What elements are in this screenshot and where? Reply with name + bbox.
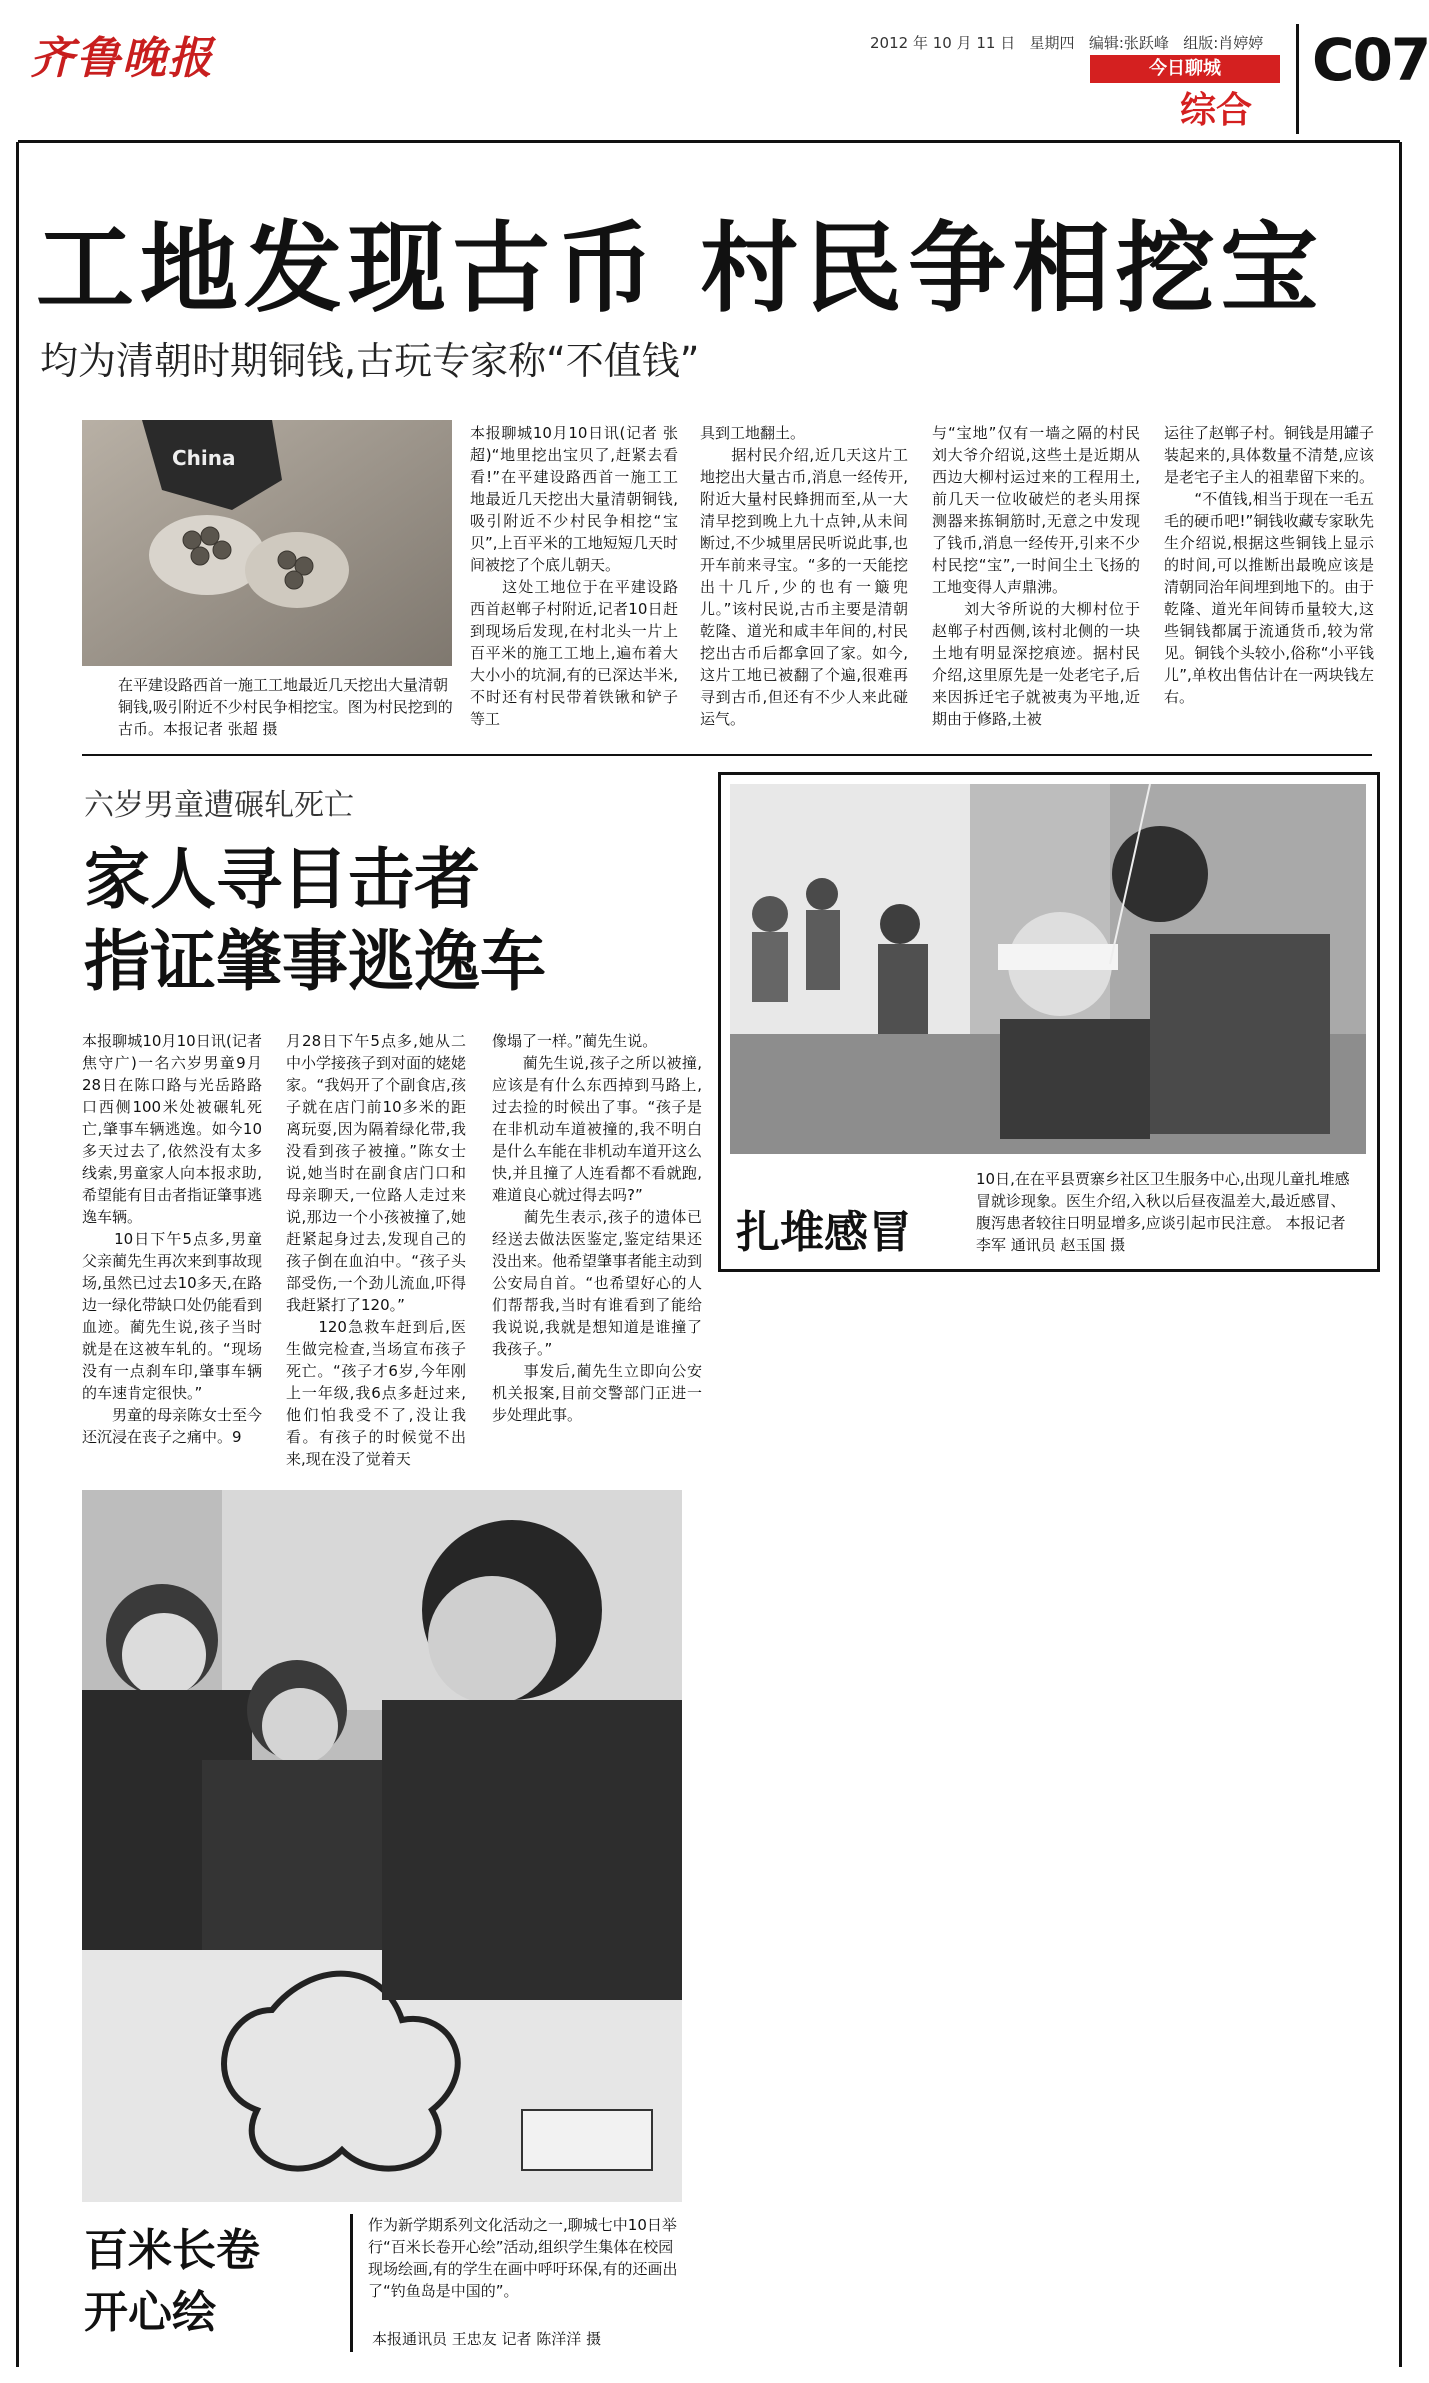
- story2-column-2: 月28日下午5点多,她从二中小学接孩子到对面的姥姥家。“我妈开了个副食店,孩子就在店门前10多米的距离玩耍,因为隔着绿化带,我没看到孩子被撞。”陈女士说,她当时在副食店门口和母亲聊天,一位路人走过来说,那边一个小孩被撞了,她赶紧起身过去,发现自己的孩子倒在血泊中。“孩子头部受伤,一个劲儿流血,吓得我赶紧打了120。” 120急救车赶到后,医生做完检查,当场宣布孩子死亡。“孩子才6岁,今年刚上一年级,我6点多赶过来,他们怕我受不了,没让我看。有孩子的时候觉不出来,现在没了觉着天: [286, 1032, 467, 1468]
- story2-column-3: 像塌了一样。”蔺先生说。 蔺先生说,孩子之所以被撞,应该是有什么东西掉到马路上,过去捡的时候出了事。“孩子是在非机动车道被撞的,我不明白是什么车能在非机动车道开这么快,并且撞了人连看都不看就跑,难道良心就过得去吗?” 蔺先生表示,孩子的遗体已经送去做法医鉴定,鉴定结果还没出来。他希望肇事者能主动到公安局自首。“也希望好心的人们帮帮我,当时有谁看到了能给我说说,我就是想知道是谁撞了我孩子。” 事发后,蔺先生立即向公安机关报案,目前交警部门正进一步处理此事。: [492, 1032, 703, 1424]
- story3-headline: 扎堆感冒: [736, 1207, 912, 1258]
- issue-info: [870, 32, 1263, 53]
- clinic-photo: [730, 784, 1366, 1154]
- coins-photo-art: [82, 420, 452, 666]
- students-photo-credit: 本报通讯员 王忠友 记者 陈洋洋 摄: [372, 2330, 602, 2348]
- story1-bottom-rule: [82, 754, 1372, 756]
- story1-column-3: 与“宝地”仅有一墙之隔的村民刘大爷介绍说,这些土是近期从西边大柳村运过来的工程用土,前几天一位收破烂的老头用探测器来拣铜筋时,无意之中发现了钱币,消息一经传开,引来不少村民挖“宝”,一时间尘土飞扬的工地变得人声鼎沸。 刘大爷所说的大柳村位于赵郸子村西侧,该村北侧的一块土地有明显深挖痕迹。据村民介绍,这里原先是一处老宅子,后来因拆迁宅子就被夷为平地,近期由于修路,土被: [932, 424, 1140, 728]
- coins-photo: [82, 420, 452, 666]
- story2-headline-line2: 指证肇事逃逸车: [84, 923, 546, 1000]
- section-tag: 今日聊城: [1090, 55, 1280, 83]
- issue-date: 2012 年 10 月 11 日: [870, 34, 1016, 52]
- issue-layout: 组版:肖婷婷: [1183, 34, 1264, 52]
- story1-column-1: 本报聊城10月10日讯(记者 张超)“地里挖出宝贝了,赶紧去看看!”在平建设路西首一施工工地最近几天挖出大量清朝铜钱,吸引附近不少村民争相挖“宝贝”,上百平米的工地短短几天时间被挖了个底儿朝天。 这处工地位于在平建设路西首赵郸子村附近,记者10日赶到现场后发现,在村北头一片上百平米的施工工地上,遍布着大大小小的坑洞,有的已深达半米,不时还有村民带着铁锹和铲子等工: [470, 424, 678, 728]
- story4-headline-line2: 开心绘: [84, 2287, 216, 2338]
- clinic-photo-art: [730, 784, 1366, 1154]
- students-photo-art: [82, 1490, 682, 2202]
- story4-caption-divider: [350, 2214, 353, 2352]
- clinic-photo-caption: 10日,在在平县贾寨乡社区卫生服务中心,出现儿童扎堆感冒就诊现象。医生介绍,入秋以后昼夜温差大,最近感冒、腹泻患者较往日明显增多,应谈引起市民注意。 本报记者 李军 通讯员 赵玉国 摄: [976, 1170, 1350, 1254]
- page-number: C07: [1312, 26, 1429, 94]
- story2-column-1: 本报聊城10月10日讯(记者 焦守广)一名六岁男童9月28日在陈口路与光岳路路口西侧100米处被碾轧死亡,肇事车辆逃逸。如今10多天过去了,依然没有太多线索,男童家人向本报求助,希望能有目击者指证肇事逃逸车辆。 10日下午5点多,男童父亲蔺先生再次来到事故现场,虽然已过去10多天,在路边一绿化带缺口处仍能看到血迹。蔺先生说,孩子当时就是在这被车轧的。“现场没有一点刹车印,肇事车辆的车速肯定很快。” 男童的母亲陈女士至今还沉浸在丧子之痛中。9: [82, 1032, 263, 1446]
- story1-subheadline: 均为清朝时期铜钱,古玩专家称“不值钱”: [40, 339, 700, 383]
- students-photo-caption: 作为新学期系列文化活动之一,聊城七中10日举行“百米长卷开心绘”活动,组织学生集体在校园现场绘画,有的学生在画中呼吁环保,有的还画出了“钓鱼岛是中国的”。: [368, 2216, 678, 2300]
- story1-headline: 工地发现古币 村民争相挖宝: [36, 212, 1325, 326]
- story1-column-4: 运往了赵郸子村。铜钱是用罐子装起来的,具体数量不清楚,应该是老宅子主人的祖辈留下来的。 “不值钱,相当于现在一毛五毛的硬币吧!”铜钱收藏专家耿先生介绍说,根据这些铜钱上显示的时间,可以推断出最晚应该是清朝同治年间埋到地下的。由于乾隆、道光年间铸币量较大,这些铜钱都属于流通货币,较为常见。铜钱个头较小,俗称“小平钱儿”,单枚出售估计在一两块钱左右。: [1164, 424, 1375, 706]
- issue-weekday: 星期四: [1029, 34, 1075, 52]
- masthead-divider: [1296, 24, 1299, 134]
- story2-kicker: 六岁男童遭碾轧死亡: [84, 788, 354, 823]
- newspaper-logo: 齐鲁晚报: [30, 33, 214, 84]
- students-photo: [82, 1490, 682, 2202]
- story4-headline-line1: 百米长卷: [84, 2225, 260, 2276]
- issue-editor: 编辑:张跃峰: [1088, 34, 1169, 52]
- story1-column-2: 具到工地翻土。 据村民介绍,近几天这片工地挖出大量古币,消息一经传开,附近大量村民蜂拥而至,从一大清早挖到晚上九十点钟,从未间断过,不少城里居民听说此事,也开车前来寻宝。“多的一天能挖出十几斤,少的也有一簸兜儿。”该村民说,古币主要是清朝乾隆、道光和咸丰年间的,村民挖出古币后都拿回了家。如今,这片工地已被翻了个遍,很难再寻到古币,但还有不少人来此碰运气。: [700, 424, 908, 728]
- section-title: 综合: [1180, 90, 1253, 131]
- story2-headline-line1: 家人寻目击者: [84, 841, 480, 918]
- shirt-text: China: [172, 446, 236, 470]
- coins-photo-caption: 在平建设路西首一施工工地最近几天挖出大量清朝铜钱,吸引附近不少村民争相挖宝。图为村民挖到的古币。本报记者 张超 摄: [118, 676, 453, 738]
